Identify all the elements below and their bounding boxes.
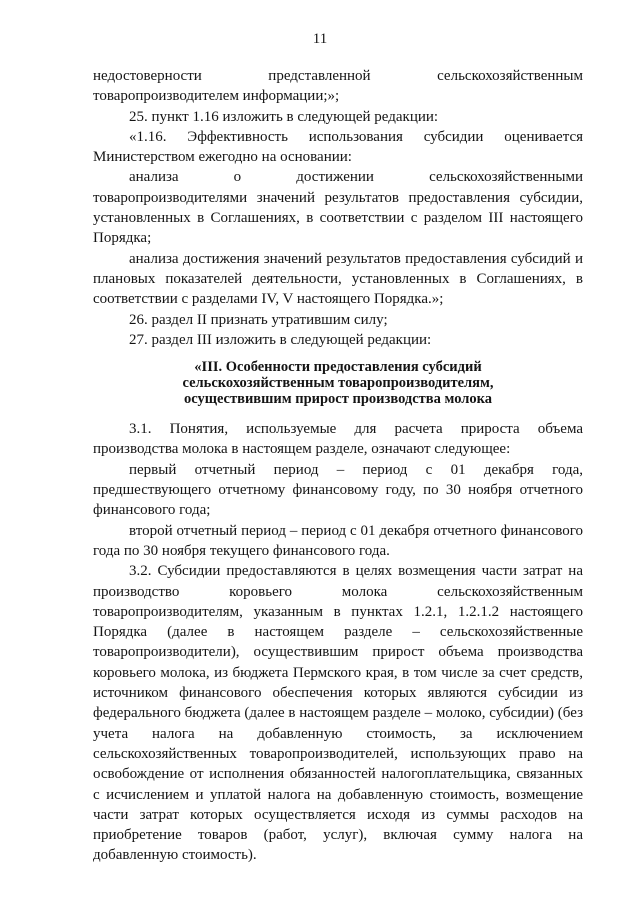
paragraph: анализа достижения значений результатов предоставления субсидий и плановых показателей деятельности, установленных в Соглашениях, в соответствии с разделами IV, V настоящего Порядка.»; bbox=[93, 250, 583, 308]
page-number: 11 bbox=[312, 31, 328, 47]
section-heading bbox=[93, 359, 583, 407]
section-heading-line-2: сельскохозяйственным товаропроизводителям, bbox=[182, 375, 494, 392]
paragraph: 25. пункт 1.16 изложить в следующей редакции: bbox=[129, 108, 439, 125]
paragraph: 3.2. Субсидии предоставляются в целях возмещения части затрат на производство коровьего молока сельскохозяйственным товаропроизводителям, указанным в пунктах 1.2.1, 1.2.1.2 настоящего Порядка (далее в настоящем разделе – сельскохозяйственные товаропроизводители), осуществившим прирост объема производства коровьего молока, из бюджета Пермского края, в том числе за счет средств, источником финансового обеспечения которых являются субсидии из федерального бюджета (далее в настоящем разделе – молоко, субсидии) (без учета налога на добавленную стоимость, за исключением сельскохозяйственных товаропроизводителей, использующих право на освобождение от исполнения обязанностей налогоплательщика, связанных с исчислением и уплатой налога на добавленную стоимость, возмещение части затрат которых осуществляется исходя из суммы расходов на приобретение товаров (работ, услуг), включая сумму налога на добавленную стоимость). bbox=[93, 563, 583, 864]
paragraph: недостоверности представленной сельскохозяйственным товаропроизводителем информации;»; bbox=[93, 68, 583, 105]
paragraph: 27. раздел III изложить в следующей редакции: bbox=[129, 331, 432, 348]
paragraph: второй отчетный период – период с 01 декабря отчетного финансового года по 30 ноября текущего финансового года. bbox=[93, 522, 583, 559]
paragraphs-before-heading bbox=[93, 66, 583, 350]
paragraph: 3.1. Понятия, используемые для расчета прироста объема производства молока в настоящем разделе, означают следующее: bbox=[93, 421, 583, 458]
paragraph: первый отчетный период – период с 01 декабря года, предшествующего отчетному финансовому году, по 30 ноября отчетного финансового года; bbox=[93, 461, 583, 519]
section-heading-line-3: осуществившим прирост производства молока bbox=[183, 391, 493, 408]
section-heading-line-1: «III. Особенности предоставления субсидий bbox=[194, 359, 482, 376]
paragraph: 26. раздел II признать утратившим силу; bbox=[129, 311, 388, 328]
paragraph: «1.16. Эффективность использования субсидии оценивается Министерством ежегодно на основании: bbox=[93, 128, 583, 166]
paragraph: анализа о достижении сельскохозяйственными товаропроизводителями значений результатов предоставления субсидии, установленных в Соглашениях, в соответствии с разделом III настоящего Порядка; bbox=[93, 169, 583, 247]
paragraphs-after-heading bbox=[93, 419, 583, 866]
document-body bbox=[93, 66, 583, 866]
